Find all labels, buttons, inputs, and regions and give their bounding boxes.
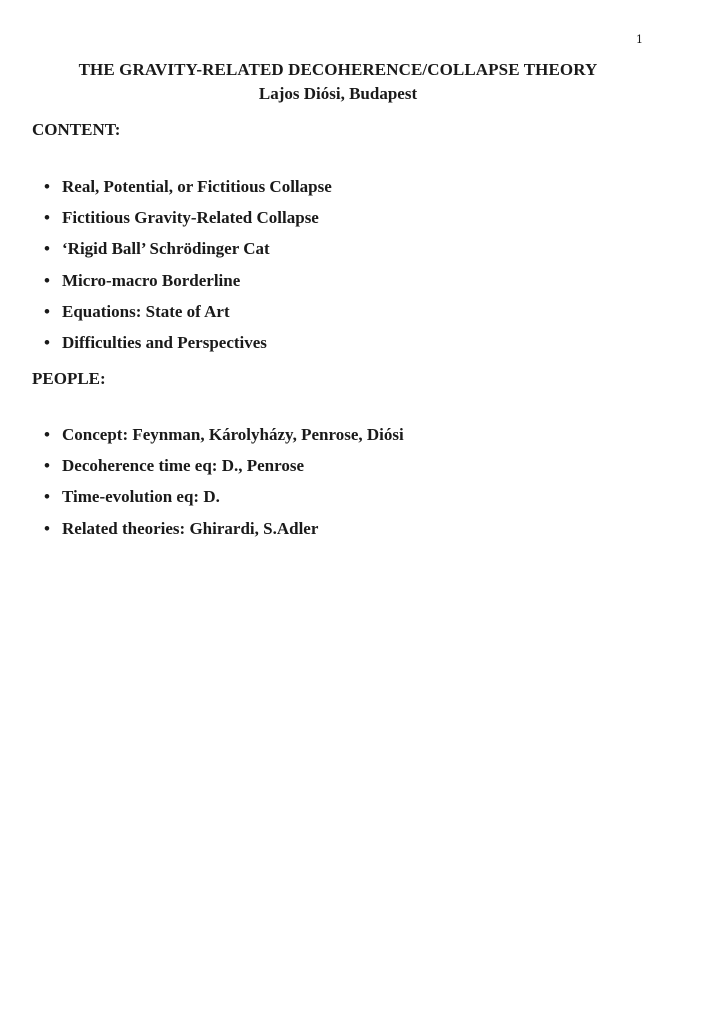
bullet-icon: • (44, 425, 50, 444)
list-item-text: Decoherence time eq: D., Penrose (62, 456, 305, 476)
bullet-icon: • (44, 270, 50, 290)
list-item (44, 519, 404, 550)
list-item-text: Concept: Feynman, Károlyházy, Penrose, Diósi (62, 425, 404, 444)
bullet-icon: • (44, 332, 50, 352)
content-heading: CONTENT: (32, 120, 121, 139)
people-heading: PEOPLE: (32, 369, 106, 388)
list-item-text: Equations: State of Art (62, 301, 230, 321)
list-item (44, 456, 404, 487)
bullet-icon: • (44, 208, 50, 228)
list-item-text: Time-evolution eq: D. (62, 487, 220, 507)
list-item (44, 333, 332, 364)
bullet-icon: • (44, 518, 50, 538)
bullet-icon: • (44, 239, 50, 259)
list-item-text: Fictitious Gravity-Related Collapse (62, 208, 319, 228)
list-item-text: Micro-macro Borderline (62, 270, 241, 290)
list-item-text: Related theories: Ghirardi, S.Adler (62, 518, 319, 538)
list-item-text: Difficulties and Perspectives (62, 332, 267, 352)
list-item (44, 208, 332, 239)
bullet-icon: • (44, 177, 50, 196)
document-title: THE GRAVITY-RELATED DECOHERENCE/COLLAPSE THEORY (78, 60, 598, 79)
bullet-icon: • (44, 487, 50, 507)
list-item (44, 487, 404, 518)
author-line: Lajos Diósi, Budapest (258, 84, 418, 103)
bullet-icon: • (44, 456, 50, 476)
list-item-text: ‘Rigid Ball’ Schrödinger Cat (62, 239, 270, 259)
bullet-icon: • (44, 301, 50, 321)
list-item-text: Real, Potential, or Fictitious Collapse (62, 177, 332, 196)
page-number: 1 (636, 33, 643, 46)
list-item (44, 239, 332, 270)
list-item (44, 425, 404, 456)
content-list (44, 177, 332, 364)
list-item (44, 177, 332, 208)
people-list (44, 425, 404, 550)
list-item (44, 302, 332, 333)
list-item (44, 271, 332, 302)
